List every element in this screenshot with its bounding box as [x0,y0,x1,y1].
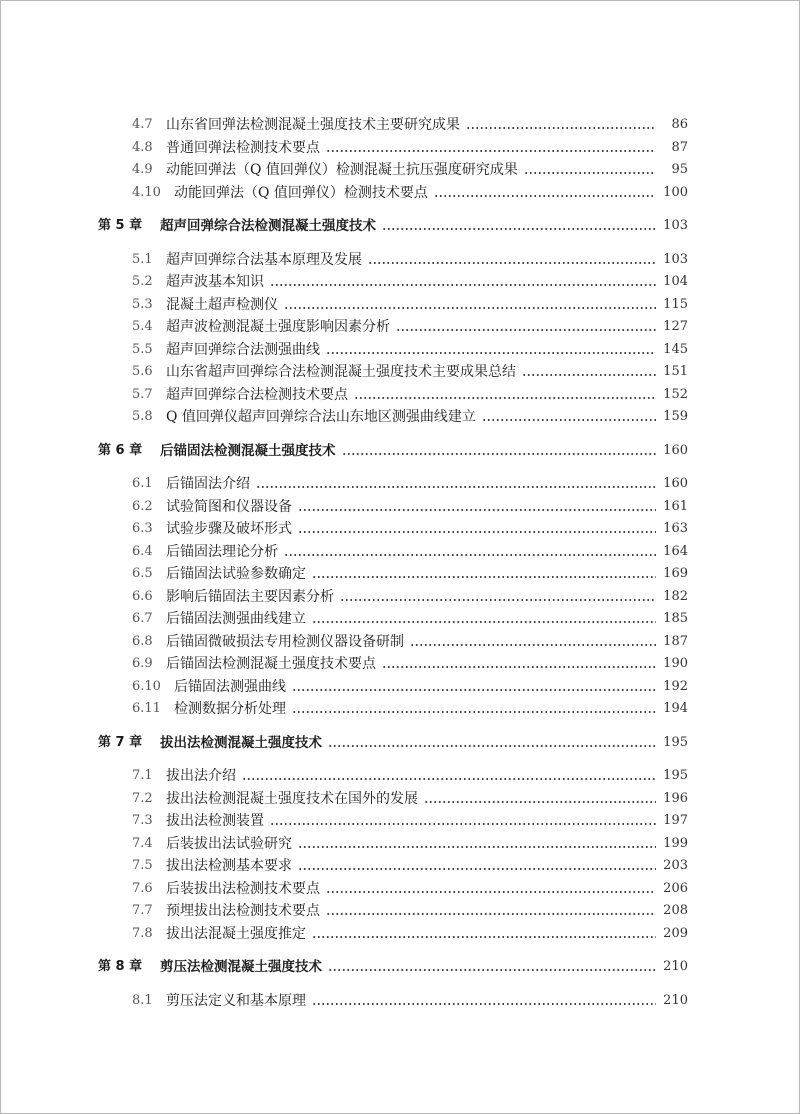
section-number: 6.10 [132,678,161,694]
page-number: 209 [663,925,688,941]
toc-section-row[interactable] [1,541,800,564]
page-number: 145 [663,341,688,357]
toc-section-row[interactable] [1,159,800,182]
dot-leader [284,307,656,309]
chapter-title: 后锚固法检测混凝土强度技术 [160,442,336,459]
page-number: 196 [663,790,688,806]
dot-leader [298,846,656,848]
dot-leader [326,891,656,893]
toc-section-row[interactable] [1,855,800,878]
dot-leader [270,823,656,825]
chapter-number: 第 6 章 [98,442,143,458]
section-title: 预埋拔出法检测技术要点 [166,903,320,920]
section-title: 山东省超声回弹综合法检测混凝土强度技术主要成果总结 [166,364,516,381]
section-number: 4.8 [132,139,153,155]
page-number: 210 [663,959,688,975]
section-number: 7.1 [132,768,153,784]
section-number: 5.6 [132,364,153,380]
toc-section-row[interactable] [1,384,800,407]
section-title: 后装拔出法检测技术要点 [166,880,320,897]
section-number: 5.5 [132,341,153,357]
dot-leader [434,195,656,197]
dot-leader [298,531,656,533]
toc-section-row[interactable] [1,698,800,721]
section-title: 拔出法混凝土强度推定 [166,925,306,942]
toc-section-row[interactable] [1,788,800,811]
toc-section-row[interactable] [1,833,800,856]
toc-section-row[interactable] [1,518,800,541]
dot-leader [396,329,656,331]
page-number: 194 [663,701,688,717]
dot-leader [326,150,656,152]
toc-section-row[interactable] [1,339,800,362]
section-number: 4.7 [132,117,153,133]
page-number: 103 [663,218,688,234]
page-number: 159 [663,409,688,425]
chapter-number: 第 5 章 [98,218,143,234]
dot-leader [424,801,656,803]
toc-section-row[interactable] [1,137,800,160]
section-title: 剪压法定义和基本原理 [166,992,306,1009]
toc-section-row[interactable] [1,765,800,788]
dot-leader [312,576,656,578]
section-title: Q 值回弹仪超声回弹综合法山东地区测强曲线建立 [166,409,476,426]
dot-leader [298,868,656,870]
section-number: 6.1 [132,476,153,492]
section-title: 影响后锚固法主要因素分析 [166,588,334,605]
section-number: 7.3 [132,813,153,829]
toc-section-row[interactable] [1,653,800,676]
section-title: 试验简图和仪器设备 [166,498,292,515]
dot-leader [328,969,656,971]
toc-chapter-row[interactable] [1,732,800,755]
dot-leader [292,689,656,691]
section-title: 超声回弹综合法检测技术要点 [166,386,348,403]
section-title: 拔出法检测基本要求 [166,858,292,875]
toc-section-row[interactable] [1,563,800,586]
dot-leader [326,352,656,354]
section-number: 5.4 [132,319,153,335]
dot-leader [368,262,656,264]
section-number: 6.8 [132,633,153,649]
toc-section-row[interactable] [1,249,800,272]
page-number: 152 [663,386,688,402]
section-title: 普通回弹法检测技术要点 [166,139,320,156]
section-number: 7.4 [132,835,153,851]
page-number: 210 [663,992,688,1008]
section-title: 山东省回弹法检测混凝土强度技术主要研究成果 [166,117,460,134]
page-number: 203 [663,858,688,874]
toc-section-row[interactable] [1,810,800,833]
toc-section-row[interactable] [1,496,800,519]
page-number: 95 [671,162,688,178]
section-number: 7.8 [132,925,153,941]
toc-section-row[interactable] [1,676,800,699]
toc-section-row[interactable] [1,406,800,429]
section-title: 后锚固法理论分析 [166,543,278,560]
dot-leader [298,509,656,511]
section-title: 超声回弹综合法基本原理及发展 [166,251,362,268]
toc-section-row[interactable] [1,271,800,294]
page-number: 192 [663,678,688,694]
dot-leader [312,1003,656,1005]
section-number: 6.3 [132,521,153,537]
section-number: 4.10 [132,184,161,200]
dot-leader [466,127,656,129]
section-number: 6.2 [132,498,153,514]
chapter-title: 拔出法检测混凝土强度技术 [160,734,322,751]
section-number: 6.11 [132,701,161,717]
section-number: 6.5 [132,566,153,582]
page-number: 169 [663,566,688,582]
section-title: 拔出法检测混凝土强度技术在国外的发展 [166,790,418,807]
dot-leader [382,666,656,668]
toc-section-row[interactable] [1,473,800,496]
toc-section-row[interactable] [1,316,800,339]
dot-leader [354,397,656,399]
section-title: 超声回弹综合法测强曲线 [166,341,320,358]
toc-section-row[interactable] [1,608,800,631]
chapter-number: 第 8 章 [98,959,143,975]
dot-leader [340,599,656,601]
dot-leader [312,621,656,623]
dot-leader [328,745,656,747]
toc-chapter-row[interactable] [1,956,800,979]
page-number: 151 [663,364,688,380]
page-number: 160 [663,442,688,458]
section-title: 拔出法介绍 [166,768,236,785]
dot-leader [284,554,656,556]
section-title: 试验步骤及破坏形式 [166,521,292,538]
dot-leader [326,913,656,915]
table-of-contents [1,114,800,1012]
page-number: 87 [671,139,688,155]
toc-section-row[interactable] [1,631,800,654]
page-number: 163 [663,521,688,537]
dot-leader [482,419,656,421]
section-number: 4.9 [132,162,153,178]
page-number: 185 [663,611,688,627]
toc-section-row[interactable] [1,114,800,137]
chapter-title: 超声回弹综合法检测混凝土强度技术 [160,218,376,235]
dot-leader [312,936,656,938]
section-title: 后锚固法检测混凝土强度技术要点 [166,656,376,673]
section-title: 后锚固法试验参数确定 [166,566,306,583]
section-title: 动能回弹法（Q 值回弹仪）检测混凝土抗压强度研究成果 [166,162,518,179]
page-number: 195 [663,734,688,750]
section-title: 拔出法检测装置 [166,813,264,830]
page-number: 208 [663,903,688,919]
page-number: 161 [663,498,688,514]
page-number: 100 [663,184,688,200]
section-title: 后锚固法介绍 [166,476,250,493]
page-number: 199 [663,835,688,851]
dot-leader [256,486,656,488]
page-number: 182 [663,588,688,604]
page-number: 160 [663,476,688,492]
dot-leader [522,374,656,376]
toc-chapter-row[interactable] [1,440,800,463]
page-number: 190 [663,656,688,672]
section-title: 超声波基本知识 [166,274,264,291]
toc-section-row[interactable] [1,182,800,205]
toc-section-row[interactable] [1,294,800,317]
chapter-title: 剪压法检测混凝土强度技术 [160,959,322,976]
toc-section-row[interactable] [1,990,800,1013]
section-number: 7.5 [132,858,153,874]
dot-leader [410,644,656,646]
page-number: 104 [663,274,688,290]
section-number: 5.8 [132,409,153,425]
section-title: 后锚固微破损法专用检测仪器设备研制 [166,633,404,650]
section-number: 5.7 [132,386,153,402]
dot-leader [270,284,656,286]
section-title: 混凝土超声检测仪 [166,296,278,313]
page-number: 86 [671,117,688,133]
section-number: 6.9 [132,656,153,672]
toc-section-row[interactable] [1,361,800,384]
page-number: 197 [663,813,688,829]
page-number: 164 [663,543,688,559]
section-number: 8.1 [132,992,153,1008]
page-number: 187 [663,633,688,649]
section-number: 7.7 [132,903,153,919]
section-number: 5.1 [132,251,153,267]
dot-leader [292,711,656,713]
dot-leader [242,778,656,780]
section-number: 7.2 [132,790,153,806]
dot-leader [382,228,656,230]
page-number: 103 [663,251,688,267]
toc-section-row[interactable] [1,586,800,609]
toc-chapter-row[interactable] [1,215,800,238]
section-title: 后装拔出法试验研究 [166,835,292,852]
toc-section-row[interactable] [1,878,800,901]
toc-section-row[interactable] [1,900,800,923]
page-number: 127 [663,319,688,335]
page-number: 115 [663,296,688,312]
section-number: 5.3 [132,296,153,312]
section-number: 7.6 [132,880,153,896]
section-number: 5.2 [132,274,153,290]
section-title: 后锚固法测强曲线建立 [166,611,306,628]
section-title: 动能回弹法（Q 值回弹仪）检测技术要点 [174,184,428,201]
dot-leader [342,453,657,455]
section-number: 6.4 [132,543,153,559]
page-number: 195 [663,768,688,784]
dot-leader [524,172,656,174]
chapter-number: 第 7 章 [98,734,143,750]
section-title: 超声波检测混凝土强度影响因素分析 [166,319,390,336]
section-number: 6.7 [132,611,153,627]
page-number: 206 [663,880,688,896]
toc-section-row[interactable] [1,923,800,946]
section-title: 检测数据分析处理 [174,701,286,718]
section-number: 6.6 [132,588,153,604]
section-title: 后锚固法测强曲线 [174,678,286,695]
